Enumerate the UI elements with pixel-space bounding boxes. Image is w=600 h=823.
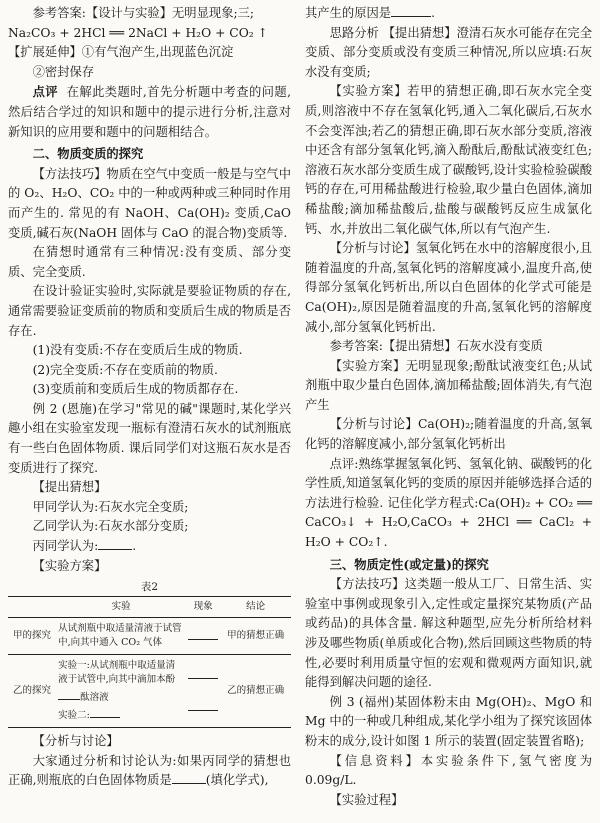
row-phenomenon — [186, 618, 220, 655]
extension-line-1: 【扩展延伸】①有气泡产生,出现蓝色沉淀 — [8, 45, 234, 60]
exp1-text: 实验一:从试剂瓶中取适量清液于试管中,向其中滴加本酚 — [58, 660, 176, 686]
row-name: 甲的探究 — [8, 618, 56, 655]
exp2-text: 实验二: — [58, 710, 90, 722]
discussion-tail: (填化学式), — [205, 773, 269, 788]
exp1-tail: 酞溶液 — [80, 692, 109, 704]
answer-blank — [172, 771, 206, 784]
analysis-paragraph: 思路分析 【提出猜想】澄清石灰水可能存在完全变质、部分变质或没有变质三种情况,所以应填:石灰水没有变质; — [305, 25, 592, 79]
table-header-cell: 实验 — [56, 597, 186, 618]
comment-paragraph: 点评:熟练掌握氢氧化钙、氢氧化钠、碳酸钙的化学性质,知道氢氧化钙的变质的原因并能够选择合适的方法进行检验. 记住化学方程式:Ca(OH)₂ + CO₂ ══ CaCO₃↓ + H₂O,CaCO₃ + 2HCl ══ CaCl₂ + H₂O + CO₂↑. — [305, 456, 592, 550]
row-experiment: 从试剂瓶中取适量清液于试管中,向其中通入 CO₂ 气体 — [56, 618, 186, 655]
answer-blank — [58, 687, 80, 700]
design-paragraph: 在设计验证实验时,实际就是要验证物质的存在,通常需要验证变质前的物质和变质后生成的物质是否存在. — [8, 284, 291, 338]
equation-line: Na₂CO₃ + 2HCl ══ 2NaCl + H₂O + CO₂ ↑ — [8, 25, 268, 40]
guess-paragraph: 在猜想时通常有三种情况:没有变质、部分变质、完全变质. — [8, 245, 291, 279]
hypothesis-bing-label: 丙同学认为: — [32, 539, 99, 554]
hypothesis-bing: 丙同学认为: . — [32, 539, 137, 554]
section-heading-3: 三、物质定性(或定量)的探究 — [329, 556, 489, 572]
example-3-paragraph: 例 3 (福州)某固体粉末由 Mg(OH)₂、MgO 和 Mg 中的一种或几种组成,某化学小组为了探究该固体粉末的成分,设计如图 1 所示的装置(固定装置省略); — [305, 694, 592, 748]
right-column — [305, 4, 592, 810]
case-2: (2)完全变质:不存在变质前的物质. — [32, 362, 218, 377]
table-row — [8, 655, 291, 728]
row-experiment — [56, 655, 186, 728]
hypothesis-yi: 乙同学认为:石灰水部分变质; — [32, 519, 189, 534]
plan-heading: 【实验方案】 — [32, 558, 107, 573]
table-header-cell: 现象 — [186, 597, 220, 618]
discussion-analysis-paragraph: 【分析与讨论】氢氧化钙在水中的溶解度很小,且随着温度的升高,氢氧化钙的溶解度减小,温度升高,使得部分氢氧化钙析出,所以白色固体的化学式可能是 Ca(OH)₂,原因是随着温度的升高,氢氧化钙的溶解度减小,部分氢氧化钙析出. — [305, 241, 592, 334]
answer-line-1: 参考答案:【设计与实验】无明显现象;三; — [32, 6, 255, 20]
row-conclusion: 甲的猜想正确 — [220, 618, 291, 655]
table-header-row — [8, 597, 291, 618]
info-paragraph: 【信息资料】本实验条件下,氢气密度为 0.09g/L. — [305, 753, 592, 788]
reason-text: 其产生的原因是 — [305, 6, 392, 20]
answer-blank — [391, 4, 431, 17]
method-paragraph: 【方法技巧】这类题一般从工厂、日常生活、实验室中事例或现象引入,定性或定量探究某物质(产品或药品)的具体含量. 解这种题型,应先分析所给材料涉及哪些物质(单质或化合物),然后回顾这些物质的特性,必要时利用质量守恒的宏观和微观两方面知识,就能得到解决问题的途径. — [305, 577, 592, 690]
discussion-text: 大家通过分析和讨论认为:如果丙同学的猜想也正确,则瓶底的白色固体物质是 — [8, 753, 291, 788]
table-header-cell — [8, 597, 56, 618]
row-name: 乙的探究 — [13, 685, 52, 697]
example-2-paragraph: 例 2 (恩施)在学习"常见的碱"课题时,某化学兴趣小组在实验室发现一瓶标有澄清石灰水的试剂瓶底有一些白色固体物质. 课后同学们对这瓶石灰水是否变质进行了探究. — [8, 401, 291, 475]
method-paragraph: 【方法技巧】物质在空气中变质一般是与空气中的 O₂、H₂O、CO₂ 中的一种或两种或三种同时作用而产生的. 常见的有 NaOH、Ca(OH)₂ 变质,CaO 变质,碱石灰(NaOH 固体与 CaO 的混合物)变质等. — [8, 166, 291, 240]
case-3: (3)变质前和变质后生成的物质都存在. — [32, 382, 239, 397]
comment-text: 在解此类题时,首先分析题中考查的问题,然后结合学过的知识和题中的提示进行分析,注意对新知识的应用要和题中的问题相结合。 — [8, 85, 291, 139]
discussion-answer: 【分析与讨论】Ca(OH)₂;随着温度的升高,氢氧化钙的溶解度减小,部分氢氧化钙析出 — [305, 417, 592, 452]
case-1: (1)没有变质:不存在变质后生成的物质. — [32, 343, 243, 358]
answer-blank — [90, 705, 120, 718]
comment-paragraph — [8, 82, 291, 142]
plan-answer: 【实验方案】无明显现象;酚酞试液变红色;从试剂瓶中取少量白色固体,滴加稀盐酸;固体消失,有气泡产生 — [305, 358, 592, 412]
left-column — [8, 4, 291, 791]
row-conclusion: 乙的猜想正确 — [227, 685, 285, 697]
discussion-heading: 【分析与讨论】 — [32, 734, 119, 749]
comment-tag: 点评 — [32, 84, 59, 100]
table-row — [8, 618, 291, 655]
reason-line: 其产生的原因是 . — [305, 6, 436, 20]
hypothesis-heading: 【提出猜想】 — [32, 480, 107, 495]
section-heading-2: 二、物质变质的探究 — [32, 146, 144, 162]
plan-analysis-paragraph: 【实验方案】若甲的猜想正确,即石灰水完全变质,则溶液中不存在氢氧化钙,通入二氧化碳后,石灰水不会变浑浊;若乙的猜想正确,即石灰水部分变质,溶液中还含有部分氢氧化钙,滴入酚酞后,酚酞试液变红色;溶液石灰水部分变质生成了碳酸钙,设计实验检验碳酸钙的存在,可用稀盐酸进行检验,取少量白色固体,滴加稀盐酸;滴加稀盐酸后,盐酸与碳酸钙反应生成氯化钙、水,并放出二氧化碳气体,所以有气泡产生. — [305, 84, 592, 236]
answer-blank — [188, 698, 218, 711]
experiment-table — [8, 596, 291, 728]
hypothesis-jia: 甲同学认为:石灰水完全变质; — [32, 499, 189, 514]
table-caption: 表2 — [140, 581, 159, 594]
process-heading: 【实验过程】 — [329, 792, 404, 807]
answer-blank — [188, 666, 218, 679]
table-header-cell: 结论 — [220, 597, 291, 618]
answer-blank — [98, 537, 132, 550]
reference-answer: 参考答案:【提出猜想】石灰水没有变质 — [329, 339, 543, 354]
row-phenomenon — [186, 655, 220, 728]
answer-blank — [188, 627, 218, 640]
discussion-paragraph — [8, 752, 291, 791]
extension-line-2: ②密封保存 — [32, 64, 95, 79]
